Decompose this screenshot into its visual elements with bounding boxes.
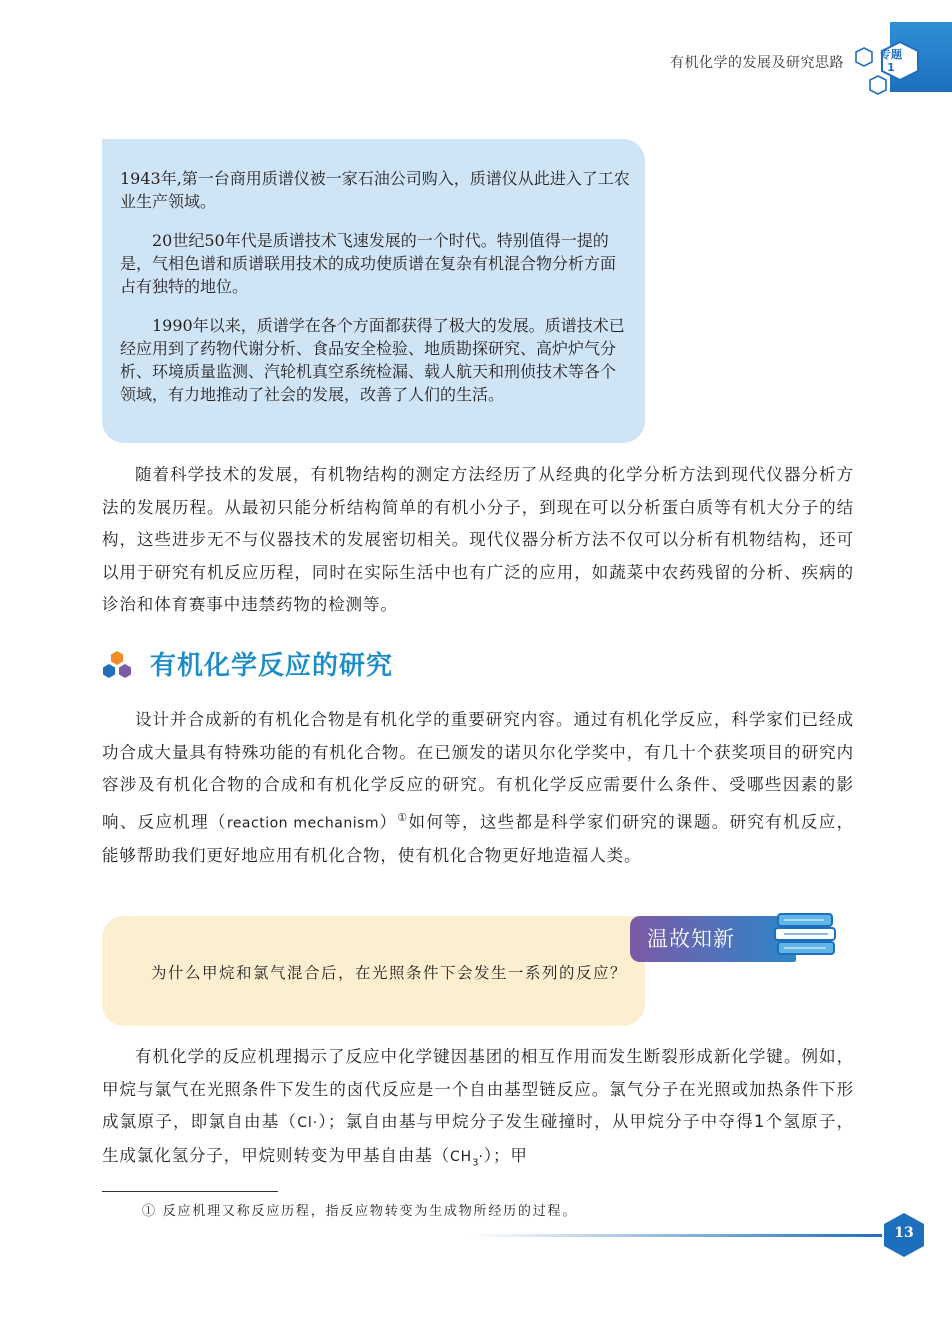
body-paragraph-3 (102, 1041, 854, 1179)
footnote-marker: ① (397, 810, 409, 824)
text-run: 设计并合成新的有机化合物是有机化学的重要研究内容。通过有机化学反应，科学家们已经成功合成大量具有特殊功能的有机化合物。在已颁发的诺贝尔化学奖中，有几十个获奖项目的研究内容涉及有机化合物的合成和有机化学反应的研究。有机化学反应需要什么条件、受哪些因素的影响、反应机理（ (102, 710, 854, 831)
bottom-rule (470, 1234, 882, 1237)
chem-formula: Cl· (297, 1115, 319, 1131)
text-run: ）；氯自由基与甲烷分子发生碰撞时，从甲烷分子中夺得1个氢原子，生成氯化氢分子，甲烷则转变为甲基自由基（ (102, 1112, 854, 1165)
text-run: ）；甲 (483, 1145, 528, 1165)
text-run: 有机化学的反应机理揭示了反应中化学键因基团的相互作用而发生断裂形成新化学键。例如，甲烷与氯气在光照条件下发生的卤代反应是一个自由基型链反应。氯气分子在光照或加热条件下形成氯原子，即氯自由基（ (102, 1047, 854, 1131)
paragraph-text: 随着科学技术的发展，有机物结构的测定方法经历了从经典的化学分析方法到现代仪器分析方法的发展历程。从最初只能分析结构简单的有机小分子，到现在可以分析蛋白质等有机大分子的结构，这些进步无不与仪器技术的发展密切相关。现代仪器分析方法不仅可以分析有机物结构，还可以用于研究有机反应历程，同时在实际生活中也有广泛的应用，如蔬菜中农药残留的分析、疾病的诊治和体育赛事中违禁药物的检测等。 (102, 465, 854, 614)
english-term: reaction mechanism (226, 815, 380, 831)
body-paragraph-2 (102, 704, 854, 872)
text-run: 如何等，这些都是科学家们研究的课题。研究有机反应，能够帮助我们更好地应用有机化合物，使有机化合物更好地造福人类。 (102, 812, 854, 865)
chapter-title: 有机化学的发展及研究思路 (670, 55, 844, 71)
body-paragraph-1 (102, 459, 854, 622)
text-run: ） (379, 812, 398, 831)
review-tag: 温故知新 (630, 916, 796, 962)
footnote-divider (102, 1191, 278, 1192)
info-paragraph: 1990年以来，质谱学在各个方面都获得了极大的发展。质谱技术已经应用到了药物代谢分析、食品安全检验、地质勘探研究、高炉炉气分析、环境质量监测、汽轮机真空系统检漏、载人航天和刑侦技术等各个领域，有力地推动了社会的发展，改善了人们的生活。 (120, 316, 625, 404)
section-title: 有机化学反应的研究 (150, 651, 394, 681)
section-hexagons-icon (101, 650, 133, 680)
chem-formula: CH (450, 1148, 473, 1165)
paragraph-text (102, 704, 854, 872)
badge-number: 1 (887, 61, 895, 74)
info-paragraph: 20世纪50年代是质谱技术飞速发展的一个时代。特别值得一提的是，气相色谱和质谱联用技术的成功使质谱在复杂有机混合物分析方面占有独特的地位。 (120, 231, 617, 296)
review-question (120, 958, 630, 988)
info-box-text (120, 150, 630, 421)
chem-subscript: 3 (472, 1156, 479, 1168)
page-number: 13 (894, 1225, 914, 1241)
paragraph-text (102, 1041, 854, 1179)
chem-radical-dot: · (478, 1148, 484, 1165)
badge-label: 专题 (880, 48, 902, 61)
footnote: ① 反应机理又称反应历程，指反应物转变为生成物所经历的过程。 (142, 1204, 578, 1219)
books-icon (770, 906, 842, 968)
question-text: 为什么甲烷和氯气混合后，在光照条件下会发生一系列的反应？ (151, 964, 628, 982)
chapter-badge (879, 48, 903, 74)
info-paragraph: 1943年,第一台商用质谱仪被一家石油公司购入，质谱仪从此进入了工农业生产领域。 (120, 169, 630, 211)
